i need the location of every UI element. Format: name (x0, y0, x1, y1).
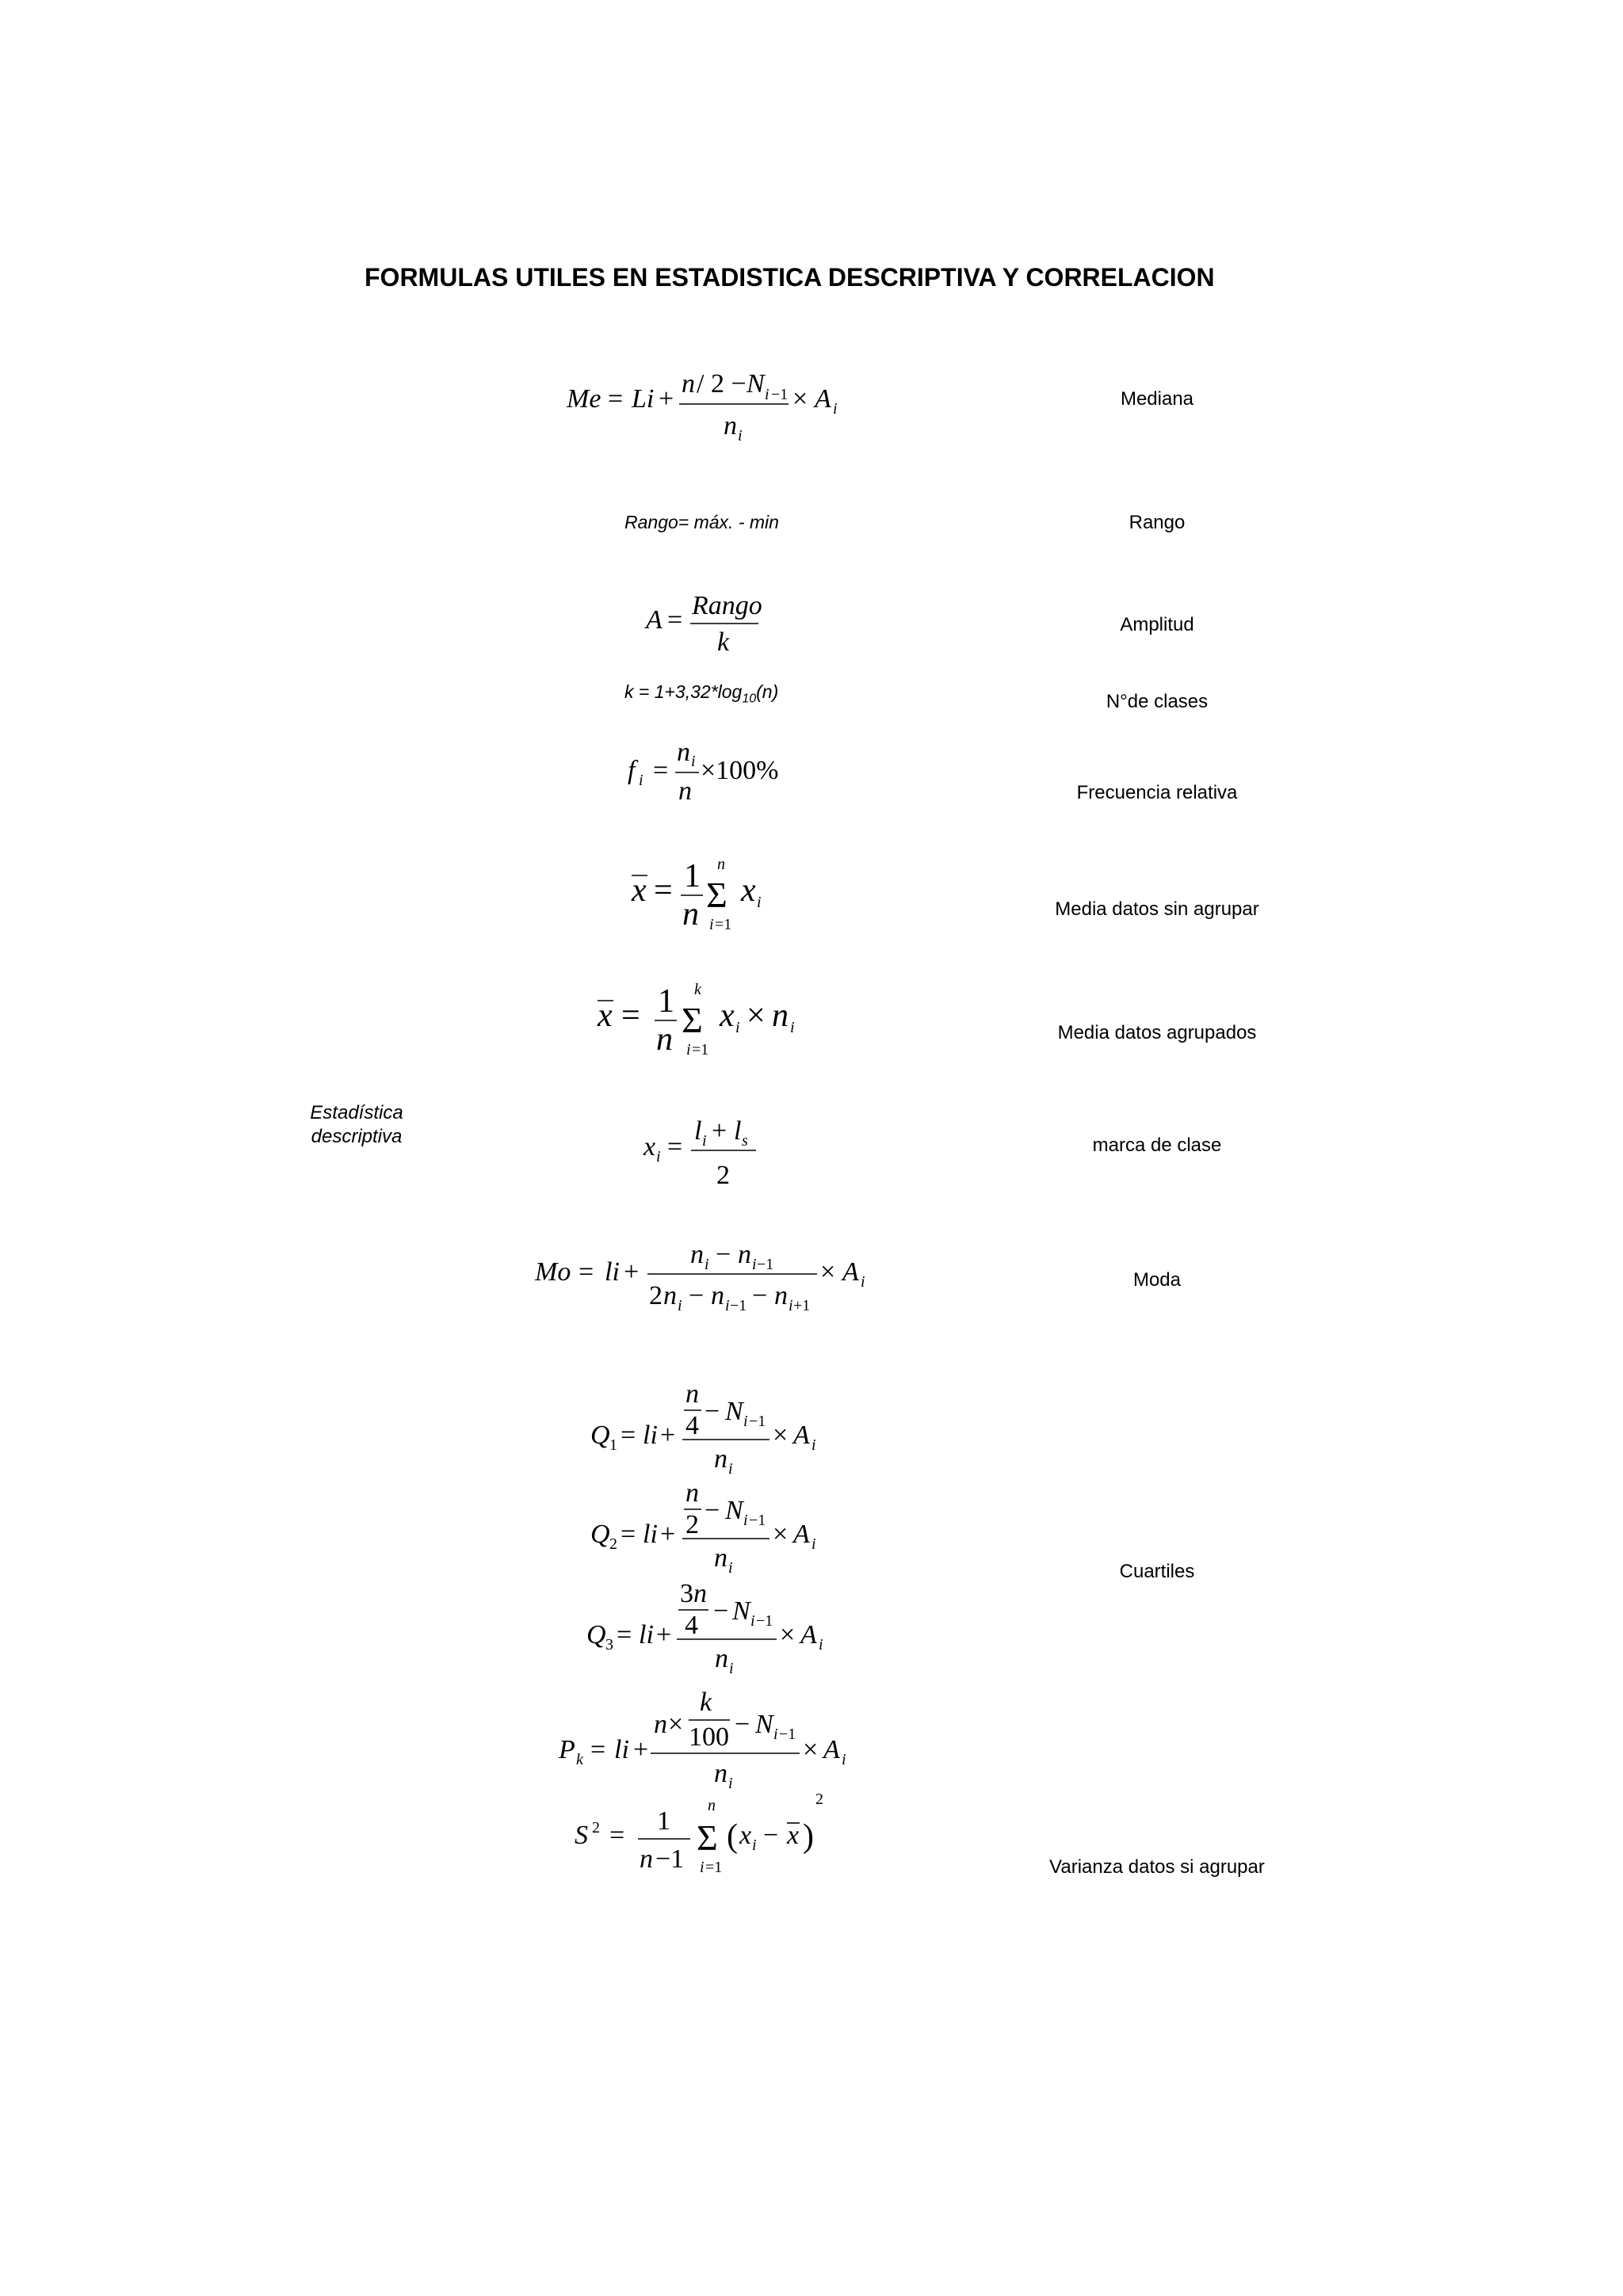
svg-text:Mo: Mo (535, 1257, 571, 1287)
label-varianza: Varianza datos si agrupar (1049, 1856, 1265, 1878)
svg-text:−1: −1 (749, 1413, 766, 1430)
svg-text:Rango: Rango (692, 591, 762, 620)
svg-text:i: i (728, 1559, 733, 1577)
svg-text:i: i (735, 1019, 740, 1036)
svg-text:i: i (842, 1751, 846, 1768)
svg-text:n: n (677, 738, 690, 767)
svg-text:−: − (752, 1281, 768, 1310)
svg-text:=: = (608, 384, 624, 414)
svg-text:n: n (714, 1759, 727, 1788)
svg-text:A: A (823, 1735, 840, 1764)
label-moda: Moda (1132, 1269, 1182, 1291)
svg-text:=: = (621, 1421, 636, 1450)
svg-text:1: 1 (684, 858, 701, 894)
svg-text:−: − (705, 1397, 720, 1426)
svg-text:Σ: Σ (697, 1817, 718, 1858)
label-rango: Rango (1128, 512, 1186, 533)
svg-text:s: s (742, 1132, 748, 1150)
svg-text:×: × (792, 384, 808, 414)
svg-text:k: k (717, 627, 730, 657)
svg-text:A: A (793, 1421, 810, 1450)
svg-text:n: n (682, 896, 699, 933)
svg-text:x: x (643, 1132, 656, 1161)
svg-text:n: n (663, 1281, 677, 1310)
svg-text:n: n (772, 997, 789, 1034)
svg-text:×100%: ×100% (701, 756, 779, 785)
formula-cuartil-2 (590, 1478, 828, 1581)
svg-text:f: f (628, 756, 636, 785)
svg-text:=1: =1 (705, 1859, 723, 1876)
formula-num-clases-suffix: (n) (756, 681, 779, 702)
formula-moda (535, 1236, 868, 1323)
svg-text:3: 3 (680, 1579, 693, 1608)
svg-text:x: x (741, 872, 756, 909)
formula-mediana (567, 366, 852, 453)
section-label-line1: Estadística (310, 1102, 403, 1123)
label-amplitud: Amplitud (1120, 614, 1194, 635)
svg-text:−: − (713, 1596, 729, 1626)
svg-text:−1: −1 (655, 1844, 685, 1874)
svg-text:i: i (812, 1535, 816, 1553)
svg-text:i: i (709, 916, 714, 933)
svg-text:Q: Q (586, 1620, 606, 1650)
svg-text:×: × (803, 1735, 819, 1764)
svg-text:=: = (653, 756, 669, 785)
formula-num-clases (624, 681, 778, 707)
svg-text:+: + (659, 384, 674, 414)
label-media-sin-agrupar: Media datos sin agrupar (1055, 898, 1259, 920)
svg-text:−: − (716, 1240, 731, 1269)
svg-text:i: i (773, 1726, 778, 1743)
svg-text:P: P (559, 1735, 575, 1764)
label-mediana: Mediana (1120, 388, 1194, 410)
svg-text:×: × (668, 1710, 684, 1739)
svg-text:i: i (833, 400, 838, 418)
svg-text:+: + (660, 1520, 676, 1549)
svg-text:i: i (686, 1041, 691, 1058)
svg-text:n: n (717, 856, 725, 873)
svg-text:i: i (743, 1413, 748, 1430)
formula-amplitud (646, 590, 789, 662)
label-marca-de-clase: marca de clase (1092, 1135, 1222, 1156)
svg-text:−1: −1 (756, 1612, 773, 1630)
svg-text:=: = (654, 872, 673, 909)
svg-text:n: n (715, 1644, 728, 1673)
svg-text:n: n (654, 1710, 667, 1739)
formula-marca-de-clase (643, 1109, 786, 1196)
formula-cuartil-1 (590, 1379, 828, 1482)
label-media-agrupados: Media datos agrupados (1057, 1022, 1257, 1043)
svg-text:i: i (656, 1148, 661, 1165)
svg-text:k: k (700, 1688, 712, 1717)
svg-text:N: N (725, 1496, 743, 1525)
svg-text:n: n (685, 1379, 699, 1409)
svg-text:+: + (712, 1116, 727, 1146)
svg-text:=: = (621, 997, 640, 1034)
svg-text:(: ( (727, 1818, 738, 1855)
svg-text:−1: −1 (779, 1726, 796, 1743)
svg-text:i: i (819, 1636, 823, 1653)
formula-varianza (575, 1787, 844, 1890)
svg-text:−1: −1 (757, 1256, 774, 1273)
label-cuartiles: Cuartiles (1119, 1561, 1195, 1582)
svg-text:i: i (790, 1019, 795, 1036)
svg-text:i: i (752, 1836, 757, 1854)
svg-text:=: = (621, 1520, 636, 1549)
svg-text:−: − (689, 1281, 705, 1310)
svg-text:n: n (640, 1844, 653, 1874)
formula-num-clases-prefix: k = 1+3,32*log (624, 681, 743, 702)
svg-text:1: 1 (657, 1806, 670, 1836)
label-n-clases: N°de clases (1106, 691, 1209, 712)
svg-text:A: A (793, 1520, 810, 1549)
formula-num-clases-sub: 10 (742, 692, 757, 706)
svg-text:+: + (624, 1257, 640, 1287)
svg-text:/ 2 −: / 2 − (697, 369, 747, 399)
svg-text:−1: −1 (749, 1512, 766, 1529)
svg-text:x: x (739, 1821, 752, 1850)
formula-rango: Rango= máx. - min (624, 512, 779, 532)
svg-text:i: i (702, 1132, 707, 1150)
svg-text:i: i (691, 753, 696, 770)
svg-text:i: i (738, 427, 743, 444)
svg-text:l: l (694, 1116, 702, 1146)
svg-text:x: x (720, 997, 735, 1034)
svg-text:i: i (729, 1660, 734, 1677)
svg-text:+: + (633, 1735, 649, 1764)
svg-text:2: 2 (649, 1281, 663, 1310)
svg-text:4: 4 (685, 1611, 698, 1640)
section-label (297, 1101, 416, 1149)
svg-text:A: A (800, 1620, 817, 1650)
svg-text:×: × (773, 1520, 789, 1549)
svg-text:li: li (605, 1257, 620, 1287)
svg-text:2: 2 (815, 1791, 823, 1808)
svg-text:2: 2 (716, 1161, 730, 1190)
svg-text:=: = (609, 1821, 625, 1850)
svg-text:li: li (643, 1421, 658, 1450)
svg-text:=: = (590, 1735, 606, 1764)
svg-text:=1: =1 (715, 916, 732, 933)
svg-text:=: = (667, 1132, 683, 1161)
svg-text:n: n (678, 776, 692, 806)
svg-text:n: n (693, 1579, 707, 1608)
svg-text:1: 1 (658, 983, 674, 1020)
svg-text:i: i (728, 1460, 733, 1478)
svg-text:n: n (738, 1240, 751, 1269)
svg-text:n: n (656, 1021, 673, 1058)
svg-text:N: N (732, 1596, 750, 1626)
section-label-line2: descriptiva (311, 1126, 403, 1147)
svg-text:100: 100 (689, 1722, 729, 1752)
svg-text:A: A (842, 1257, 859, 1287)
svg-text:Q: Q (590, 1421, 610, 1450)
svg-text:): ) (803, 1818, 814, 1855)
svg-text:Σ: Σ (682, 1000, 703, 1040)
svg-text:=: = (617, 1620, 632, 1650)
svg-text:×: × (773, 1421, 789, 1450)
svg-text:i: i (705, 1256, 709, 1273)
formula-frecuencia-relativa (626, 739, 800, 810)
svg-text:−: − (735, 1710, 750, 1739)
svg-text:i: i (789, 1297, 793, 1314)
svg-text:i: i (725, 1297, 730, 1314)
svg-text:+: + (656, 1620, 672, 1650)
svg-text:2: 2 (592, 1819, 600, 1836)
formula-cuartil-3 (586, 1578, 832, 1681)
svg-text:n: n (711, 1281, 724, 1310)
svg-text:li: li (643, 1520, 658, 1549)
page-title: FORMULAS UTILES EN ESTADISTICA DESCRIPTIVA Y CORRELACION (365, 263, 1215, 292)
svg-text:−1: −1 (730, 1297, 747, 1314)
svg-text:i: i (743, 1512, 748, 1529)
svg-text:n: n (714, 1543, 727, 1573)
svg-text:i: i (639, 772, 643, 789)
svg-text:n: n (685, 1478, 699, 1508)
svg-text:N: N (747, 369, 765, 399)
formula-media-sin-agrupar (630, 852, 789, 947)
svg-text:k: k (576, 1751, 583, 1768)
svg-text:N: N (755, 1710, 773, 1739)
svg-text:2: 2 (609, 1535, 617, 1553)
svg-text:n: n (774, 1281, 788, 1310)
svg-text:−: − (763, 1821, 779, 1850)
svg-text:x: x (632, 872, 647, 909)
svg-text:x: x (787, 1821, 800, 1850)
svg-text:3: 3 (605, 1636, 613, 1653)
svg-text:=: = (667, 605, 683, 635)
svg-text:Li: Li (632, 384, 655, 414)
svg-text:i: i (752, 1256, 757, 1273)
svg-text:k: k (694, 981, 701, 998)
label-frecuencia-relativa: Frecuencia relativa (1076, 782, 1238, 803)
svg-text:l: l (734, 1116, 742, 1146)
svg-text:i: i (728, 1775, 733, 1792)
formula-percentil (559, 1684, 860, 1794)
svg-text:×: × (820, 1257, 836, 1287)
svg-text:n: n (724, 411, 737, 441)
svg-text:A: A (815, 384, 831, 414)
svg-text:li: li (639, 1620, 654, 1650)
svg-text:i: i (678, 1297, 682, 1314)
svg-text:2: 2 (685, 1510, 699, 1539)
svg-text:+: + (660, 1421, 676, 1450)
svg-text:x: x (598, 997, 613, 1034)
svg-text:−: − (705, 1496, 720, 1525)
svg-text:S: S (575, 1821, 588, 1850)
svg-text:×: × (780, 1620, 796, 1650)
svg-text:Q: Q (590, 1520, 610, 1549)
svg-text:n: n (708, 1797, 716, 1814)
svg-text:Σ: Σ (706, 875, 727, 915)
svg-text:n: n (714, 1444, 727, 1474)
svg-text:N: N (725, 1397, 743, 1426)
svg-text:−1: −1 (771, 386, 789, 403)
svg-text:A: A (646, 605, 663, 635)
svg-text:li: li (614, 1735, 629, 1764)
svg-text:=: = (579, 1257, 594, 1287)
svg-text:n: n (682, 369, 695, 399)
svg-text:i: i (765, 386, 769, 403)
formula-media-agrupados (596, 977, 818, 1072)
svg-text:1: 1 (609, 1436, 617, 1454)
svg-text:n: n (690, 1240, 704, 1269)
svg-text:i: i (757, 894, 762, 911)
svg-text:i: i (812, 1436, 816, 1454)
svg-text:+1: +1 (793, 1297, 811, 1314)
svg-text:i: i (700, 1859, 705, 1876)
svg-text:i: i (750, 1612, 755, 1630)
svg-text:=1: =1 (692, 1041, 709, 1058)
svg-text:×: × (747, 997, 766, 1034)
svg-text:4: 4 (685, 1411, 699, 1440)
svg-text:Me: Me (567, 384, 601, 414)
svg-text:i: i (861, 1273, 865, 1291)
